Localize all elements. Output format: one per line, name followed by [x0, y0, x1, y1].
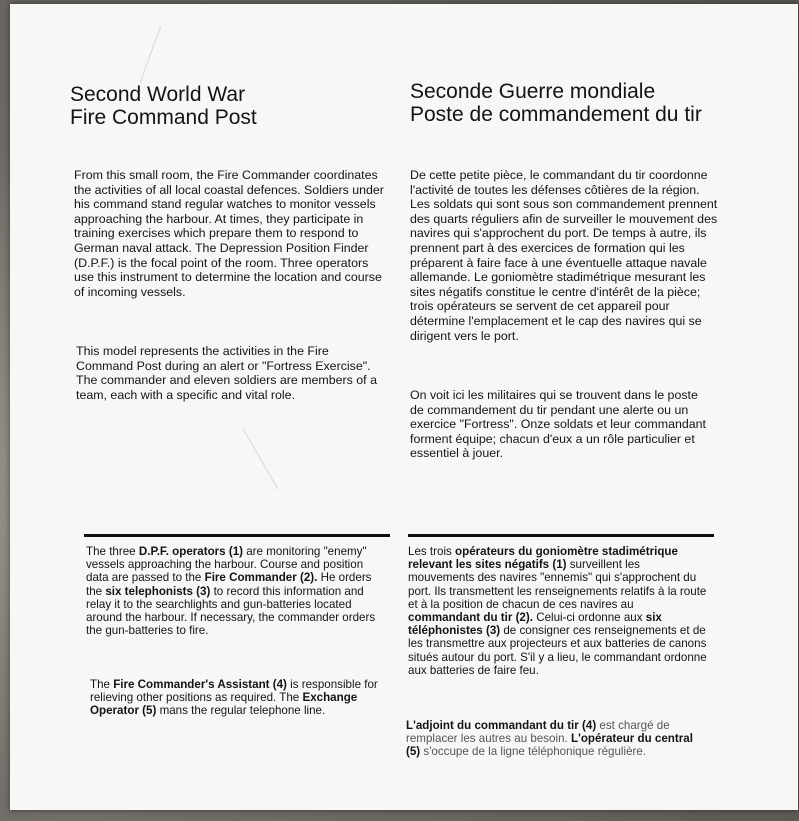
english-intro-paragraph: From this small room, the Fire Commander coordinates the activities of all local coastal defences. Soldiers under his command stand regular watches to monitor vessels approaching the harbour. At times, they participate in training exercises which prepare them to respond to German naval attack. The Depression Position Finder (D.P.F.) is the focal point of the room. Three operators use this instrument to determine the location and course of incoming vessels. — [74, 168, 384, 299]
dpf-operators-label: D.P.F. operators (1) — [138, 545, 244, 558]
english-title-line1: Second World War — [70, 83, 246, 106]
french-model-paragraph: On voit ici les militaires qui se trouvent dans le poste de commandement du tir pendant une alerte ou un exercice "Fortress". Onze soldats et leur commandant forment équipe; chacun d'eux a un rôle particulier et essentiel à jouer. — [410, 388, 706, 461]
operateur-central-label: L'opérateur du central (5) — [406, 732, 693, 759]
french-title-line1: Seconde Guerre mondiale — [410, 80, 656, 103]
fire-commander-label: Fire Commander (2). — [204, 571, 318, 585]
french-title — [410, 80, 790, 126]
telephonists-label: six telephonists (3) — [105, 584, 211, 598]
commandant-label: commandant du tir (2). — [408, 611, 533, 625]
scratch-mark — [140, 26, 161, 83]
french-dpf-paragraph: Les trois opérateurs du goniomètre stadimétrique relevant les sites négatifs (1) surveillent les mouvements des navires "ennemis" qui s'approchent du port. Ils transmettent les renseignements relatifs à la route et à la position de chacun de ces navires au commandant du tir (2). Celui-ci ordonne aux six téléphonistes (3) de consigner ces renseignements et de les transmettre aux projecteurs et aux batteries de canons situés autour du port. S'il y a lieu, le commandant ordonne aux batteries de faire feu. — [408, 545, 707, 677]
adjoint-label: L'adjoint du commandant du tir (4) — [406, 719, 597, 732]
exchange-operator-label: Exchange Operator (5) — [90, 691, 358, 718]
scratch-mark — [243, 428, 279, 489]
goniometre-operators-label: opérateurs du goniomètre stadimétrique relevant les sites négatifs (1) — [408, 545, 678, 572]
assistant-label: Fire Commander's Assistant (4) — [113, 678, 287, 691]
french-title-line2: Poste de commandement du tir — [410, 103, 702, 126]
english-assistant-paragraph: The Fire Commander's Assistant (4) is responsible for relieving other positions as required. The Exchange Operator (5) mans the regular telephone line. — [90, 678, 378, 718]
english-divider — [84, 534, 390, 537]
english-title — [70, 83, 370, 129]
english-title-line2: Fire Command Post — [70, 106, 257, 129]
english-dpf-paragraph: The three D.P.F. operators (1) are monitoring "enemy" vessels approaching the harbour. Course and position data are passed to the Fire Commander (2). He orders the six telephonists (3) to record this information and relay it to the searchlights and gun-batteries located around the harbour. If necessary, the commander orders the gun-batteries to fire. — [86, 545, 376, 638]
telephonistes-label: six téléphonistes (3) — [408, 611, 662, 638]
english-model-paragraph: This model represents the activities in the Fire Command Post during an alert or "Fortress Exercise". The commander and eleven soldiers are members of a team, each with a specific and vital role. — [76, 344, 377, 402]
french-intro-paragraph: De cette petite pièce, le commandant du tir coordonne l'activité de toutes les défenses côtières de la région. Les soldats qui sont sous son commandement prennent des quarts réguliers afin de surveiller le mouvement des navires qui s'approchent du port. De temps à autre, ils prennent part à des exercices de formation qui les préparent à faire face à une éventuelle attaque navale allemande. Le goniomètre stadimétrique mesurant les sites négatifs constitue le centre d'intérêt de la pièce; trois opérateurs se servent de cet appareil pour détermine l'emplacement et le cap des navires qui se dirigent vers le port. — [410, 168, 718, 343]
french-divider — [408, 534, 714, 537]
french-assistant-paragraph: L'adjoint du commandant du tir (4) est chargé de remplacer les autres au besoin. L'opérateur du central (5) s'occupe de la ligne téléphonique régulière. — [406, 719, 693, 759]
